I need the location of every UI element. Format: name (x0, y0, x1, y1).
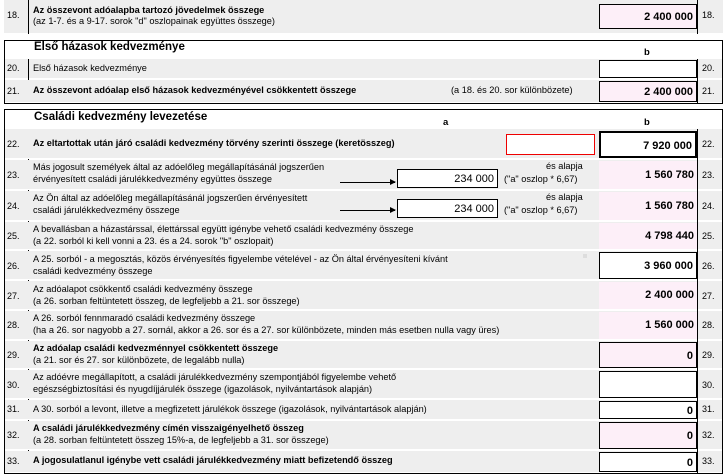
value-field[interactable] (599, 60, 697, 78)
value-field[interactable]: 7 920 000 (599, 131, 697, 158)
row-number: 32. (702, 430, 715, 440)
row-number: 33. (7, 456, 20, 466)
row-number: 31. (7, 404, 20, 414)
row-label: Az Ön által az adóelőleg megállapításánál jogszerűen érvényesített (33, 193, 308, 203)
row-note: és alapja (546, 161, 583, 171)
row-label: Az összevont adóalap első házasok kedvezményével csökkentett összege (33, 85, 357, 95)
value-field[interactable]: 0 (599, 422, 697, 449)
row-number: 29. (702, 350, 715, 360)
value-field[interactable]: 2 400 000 (599, 81, 697, 102)
value-field[interactable]: 2 400 000 (599, 282, 697, 309)
row-label: A családi járulékkedvezmény címén visszaigényelhető összeg (33, 423, 304, 433)
row-label: A bevallásban a házastárssal, élettárssal együtt igénybe vehető családi kedvezmény összege (33, 224, 414, 234)
row-label: Az adóalapot csökkentő családi kedvezmény összege (33, 284, 253, 294)
row-number: 24. (7, 201, 20, 211)
row-label: A 30. sorból a levont, illetve a megfizetett járulékok összege (igazolások, nyilvántartások alapján) (33, 404, 427, 414)
row-number: 18. (7, 10, 20, 20)
column-header-a: a (443, 117, 449, 128)
row-sublabel: családi járulékkedvezmény összege (33, 205, 180, 215)
row-number: 29. (7, 350, 20, 360)
input-field-a[interactable]: 234 000 (397, 199, 498, 218)
row-number: 25. (702, 231, 715, 241)
row-sublabel: (a 28. sorban feltüntetett összeg 15%-a, de legfeljebb a 31. sor összege) (33, 435, 329, 445)
value-field[interactable]: 1 560 000 (599, 312, 697, 339)
column-header-b: b (644, 117, 650, 128)
section-title: Családi kedvezmény levezetése (34, 111, 208, 123)
row-number: 23. (702, 170, 715, 180)
row-number: 21. (702, 86, 715, 96)
value-field[interactable]: 1 560 780 (599, 161, 697, 189)
row-number: 26. (7, 261, 20, 271)
marker-icon (583, 254, 587, 258)
row-label: A 25. sorból - a megosztás, közös érvényesítés figyelembe vételével - az Ön által érvényesíteni kívánt (33, 254, 448, 264)
row-number: 30. (7, 380, 20, 390)
row-number: 20. (702, 63, 715, 73)
value-field[interactable]: 3 960 000 (599, 252, 697, 279)
row-sublabel: (a 21. sor és 27. sor különbözete, de legalább nulla) (33, 355, 245, 365)
value-field[interactable]: 0 (599, 342, 697, 368)
arrow-icon (340, 210, 395, 211)
row-label: A jogosulatlanul igénybe vett családi járulékkedvezmény miatt befizetendő összeg (33, 455, 393, 465)
row-number: 18. (702, 10, 715, 20)
value-field[interactable]: 2 400 000 (599, 4, 697, 29)
row-label: A 26. sorból fennmaradó családi kedvezmény összege (33, 313, 256, 323)
row-number: 27. (7, 291, 20, 301)
row-number: 28. (7, 320, 20, 330)
row-sublabel: (a 26. sorban feltüntetett összeg, de legfeljebb a 21. sor összege) (33, 296, 300, 306)
row-label: Az összevont adóalapba tartozó jövedelmek összege (33, 5, 265, 15)
value-field[interactable]: 4 798 440 (599, 223, 697, 249)
row-note: és alapja (546, 192, 583, 202)
row-note: ("a" oszlop * 6,67) (504, 174, 578, 184)
row-number: 21. (7, 86, 20, 96)
row-label: Első házasok kedvezménye (33, 63, 147, 73)
row-sublabel: (a 22. sorból ki kell vonni a 23. és a 24. sorok "b" oszlopait) (33, 236, 274, 246)
row-number: 30. (702, 380, 715, 390)
row-note: (a 18. és 20. sor különbözete) (451, 85, 573, 95)
value-field[interactable]: 1 560 780 (599, 192, 697, 220)
row-sublabel: egészségbiztosítási és nyugdíjjárulék összege (igazolások, nyilvántartások alapján) (33, 384, 373, 394)
row-number: 26. (702, 261, 715, 271)
row-label: Az adóalap családi kedvezménnyel csökkentett összege (33, 343, 279, 353)
arrow-icon (340, 182, 395, 183)
row-number: 22. (702, 139, 715, 149)
row-number: 24. (702, 201, 715, 211)
input-field-a[interactable]: 234 000 (397, 169, 498, 188)
input-field-a[interactable] (506, 134, 595, 155)
row-number: 33. (702, 456, 715, 466)
row-number: 20. (7, 63, 20, 73)
column-header-b: b (644, 47, 650, 58)
row-sublabel: családi kedvezmény összege (33, 266, 153, 276)
row-sublabel: (ha a 26. sor nagyobb a 27. sornál, akkor a 26. sor és a 27. sor különbözete, minden más esetben nulla vagy üres) (33, 325, 500, 335)
value-field[interactable]: 0 (599, 401, 697, 419)
row-label: Más jogosult személyek által az adóelőleg megállapításánál jogszerűen (33, 162, 325, 172)
value-field[interactable] (599, 371, 697, 398)
row-number: 31. (702, 404, 715, 414)
row-sublabel: érvényesített családi járulékkedvezmény együttes összege (33, 174, 273, 184)
section-title: Első házasok kedvezménye (34, 41, 185, 53)
row-number: 28. (702, 320, 715, 330)
row-number: 32. (7, 430, 20, 440)
row-number: 27. (702, 291, 715, 301)
row-label: Az adóévre megállapított, a családi járulékkedvezmény szempontjából figyelembe vehető (33, 372, 397, 382)
row-label: Az eltartottak után járó családi kedvezmény törvény szerinti összege (keretösszeg) (33, 138, 395, 148)
row-number: 25. (7, 231, 20, 241)
row-note: ("a" oszlop * 6,67) (504, 205, 578, 215)
row-number: 22. (7, 139, 20, 149)
row-sublabel: (az 1-7. és a 9-17. sorok "d" oszlopainak együttes összege) (33, 16, 275, 26)
value-field[interactable]: 0 (599, 452, 697, 472)
row-number: 23. (7, 170, 20, 180)
